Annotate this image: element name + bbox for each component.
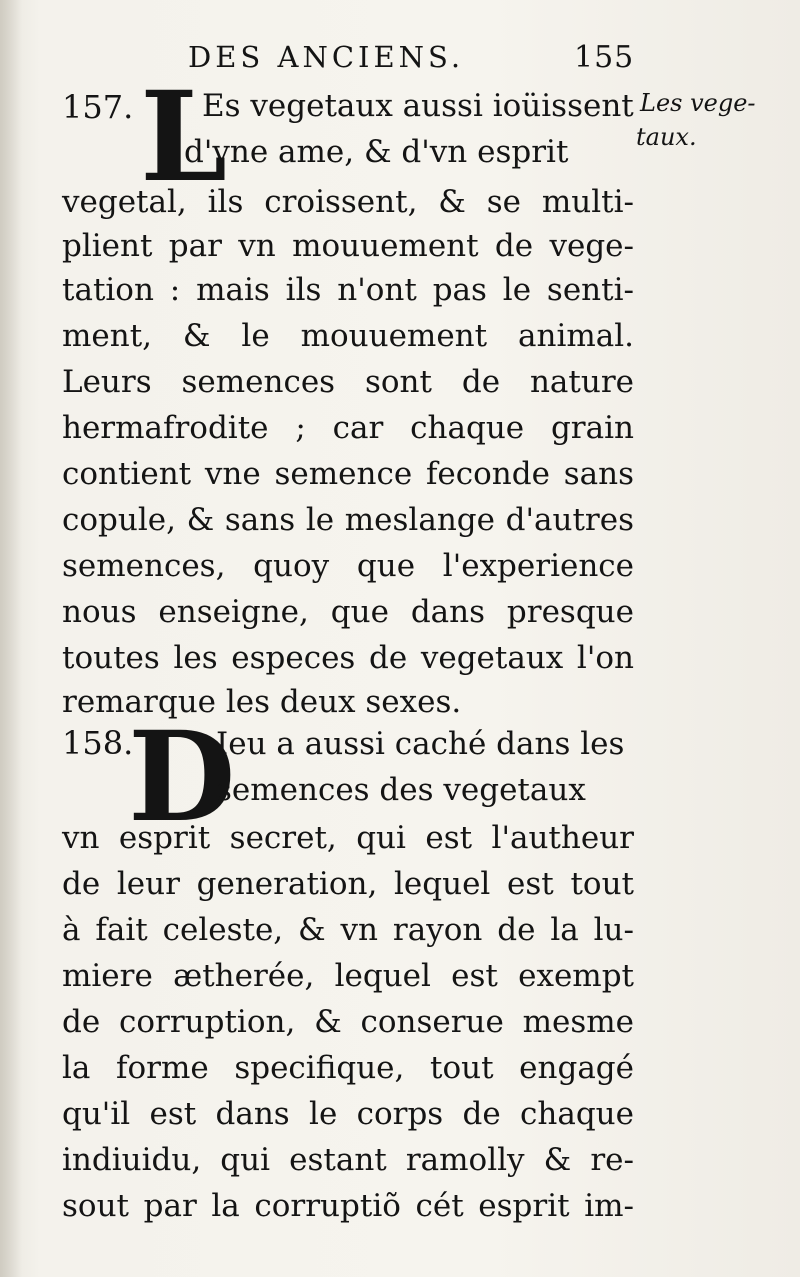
text-line: Es vegetaux aussi ioüissent: [202, 88, 634, 124]
drop-cap-initial: L: [140, 65, 228, 210]
text-line: remarque les deux sexes.: [62, 684, 462, 720]
text-line: semences des vegetaux: [216, 772, 586, 808]
text-line: de leur generation, lequel est tout: [62, 866, 634, 902]
drop-cap-initial: D: [128, 705, 236, 850]
text-line: nous enseigne, que dans presque: [62, 594, 634, 630]
marginal-note-line-1: Les vege-: [640, 89, 756, 117]
text-line: Leurs semences sont de nature: [62, 364, 634, 400]
text-line: qu'il est dans le corps de chaque: [62, 1096, 634, 1132]
text-line: copule, & sans le meslange d'autres: [62, 502, 634, 538]
text-line: tation : mais ils n'ont pas le senti-: [62, 272, 634, 308]
text-line: toutes les especes de vegetaux l'on: [62, 640, 634, 676]
running-head: DES ANCIENS.: [188, 40, 465, 74]
paragraph-number: 157.: [62, 88, 134, 126]
text-line: semences, quoy que l'experience: [62, 548, 634, 584]
text-line: de corruption, & conserue mesme: [62, 1004, 634, 1040]
text-line: ment, & le mouuement animal.: [62, 318, 634, 354]
marginal-note-line-2: taux.: [636, 123, 697, 151]
text-line: d'vne ame, & d'vn esprit: [184, 134, 569, 170]
text-line: plient par vn mouuement de vege-: [62, 228, 634, 264]
page-number: 155: [574, 40, 635, 75]
text-line: Ieu a aussi caché dans les: [216, 726, 625, 762]
text-line: la forme specifique, tout engagé: [62, 1050, 634, 1086]
text-line: vegetal, ils croissent, & se multi-: [62, 184, 634, 220]
text-line: contient vne semence feconde sans: [62, 456, 634, 492]
text-line: indiuidu, qui estant ramolly & re-: [62, 1142, 634, 1178]
gutter-shadow: [0, 0, 22, 1277]
text-line: hermafrodite ; car chaque grain: [62, 410, 634, 446]
text-line: à fait celeste, & vn rayon de la lu-: [62, 912, 634, 948]
text-line: miere ætherée, lequel est exempt: [62, 958, 634, 994]
paragraph-number: 158.: [62, 724, 134, 762]
text-line: vn esprit secret, qui est l'autheur: [62, 820, 634, 856]
text-line: sout par la corruptiõ cét esprit im-: [62, 1188, 634, 1224]
